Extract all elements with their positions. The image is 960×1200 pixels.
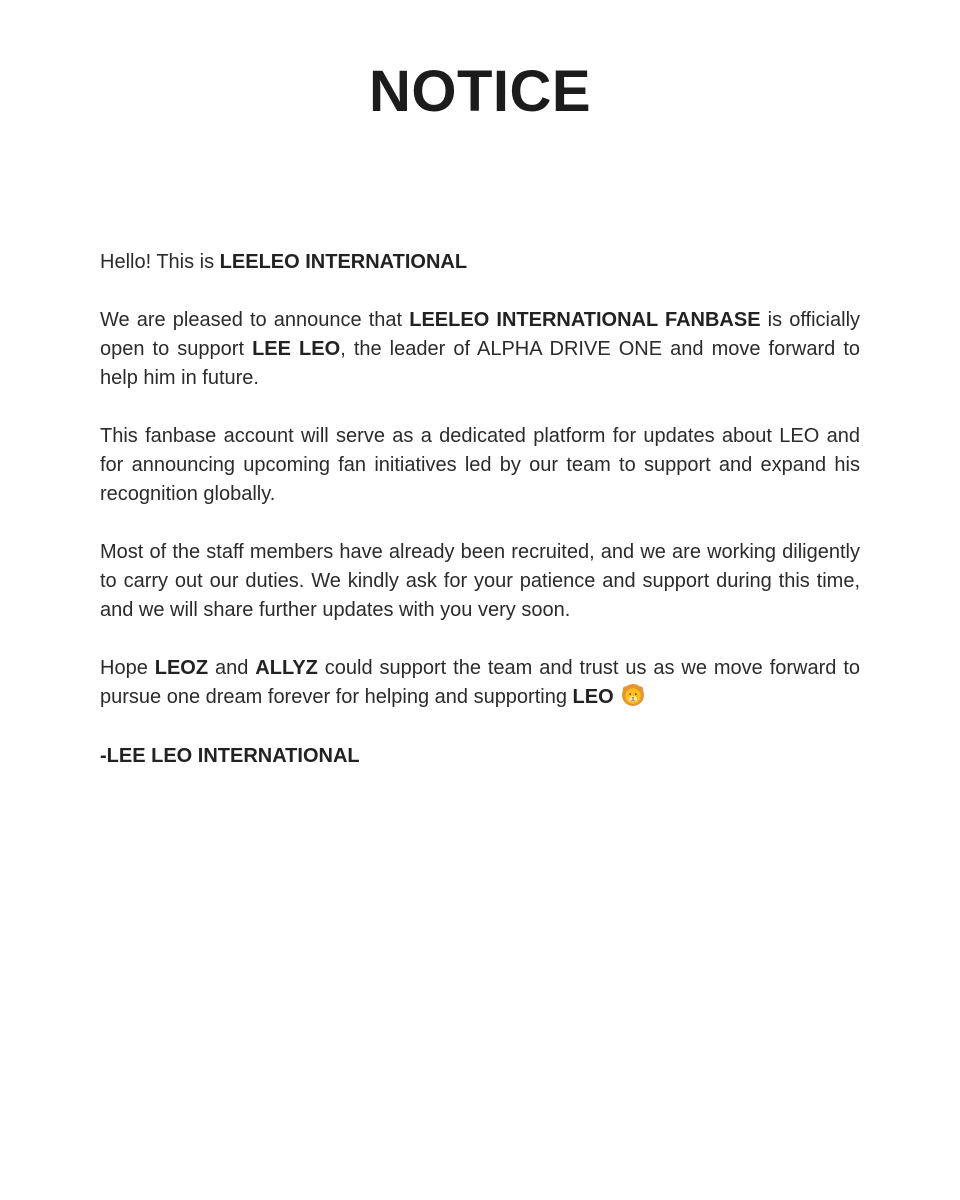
body-text: We are pleased to announce that xyxy=(100,309,410,331)
announcement-paragraph xyxy=(100,306,860,393)
bold-text: -LEE LEO INTERNATIONAL xyxy=(100,745,360,767)
bold-text: LEOZ xyxy=(154,657,209,679)
lion-face-emoji xyxy=(621,683,645,707)
body-text: could support the team and trust us as we move forward to pursue one dream forever for helping and supporting xyxy=(100,657,860,708)
bold-text: LEO xyxy=(572,686,614,708)
purpose-paragraph xyxy=(100,422,860,509)
notice-title: NOTICE xyxy=(368,59,592,124)
staff-paragraph xyxy=(100,538,860,625)
bold-text: LEELEO INTERNATIONAL FANBASE xyxy=(409,309,761,331)
intro-paragraph xyxy=(100,248,860,277)
body-text: Hello! This is xyxy=(100,251,220,273)
body-text: Most of the staff members have already been recruited, and we are working diligently to carry out our duties. We kindly ask for your patience and support during this time, and we will share further updates with you very soon. xyxy=(100,541,860,621)
body-text: Hope xyxy=(100,657,155,679)
bold-text: LEELEO INTERNATIONAL xyxy=(219,251,468,273)
body-text: This fanbase account will serve as a dedicated platform for updates about LEO and for announcing upcoming fan initiatives led by our team to support and expand his recognition globally. xyxy=(100,425,860,505)
body-text: is officially open to support xyxy=(100,309,861,360)
signature-line xyxy=(100,742,860,771)
bold-text: LEE LEO xyxy=(252,338,341,360)
body-text: and xyxy=(208,657,256,679)
body-text: , the leader of ALPHA DRIVE ONE and move forward to help him in future. xyxy=(100,338,860,389)
hope-paragraph xyxy=(100,654,860,712)
bold-text: ALLYZ xyxy=(255,657,318,679)
notice-body xyxy=(100,248,860,771)
body-text xyxy=(614,686,620,708)
